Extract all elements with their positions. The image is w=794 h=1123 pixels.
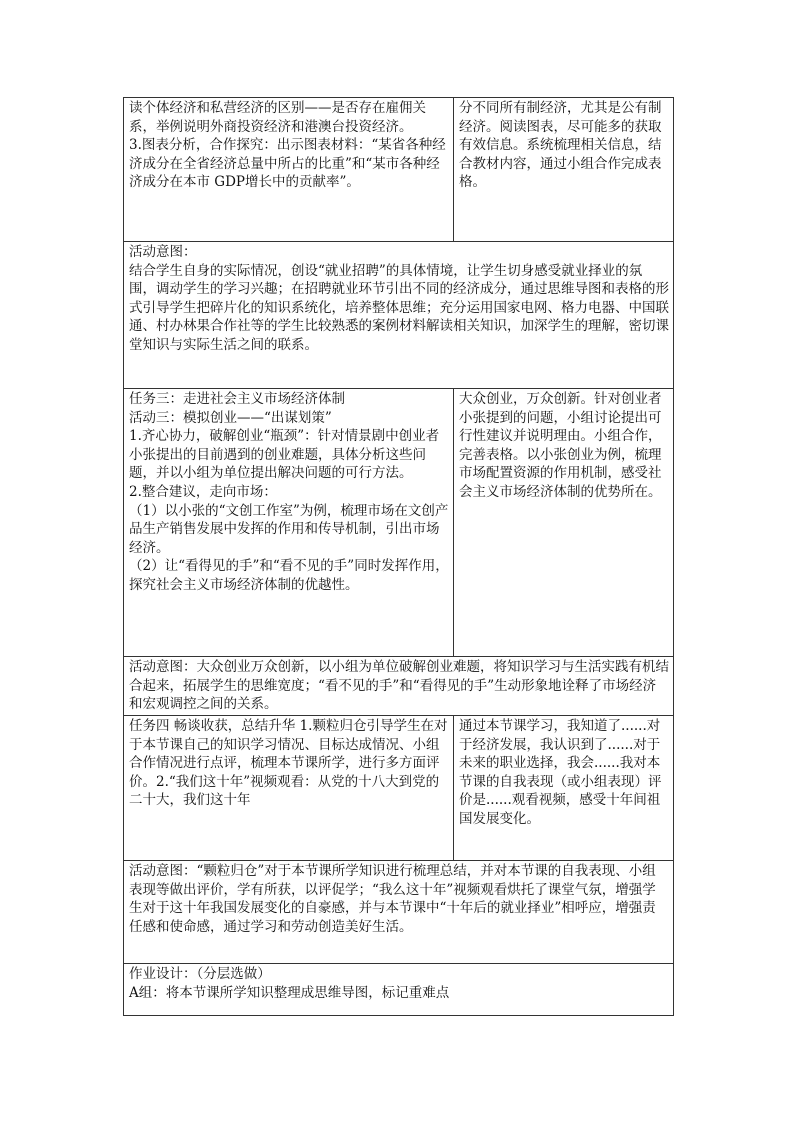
intent-title: 活动意图： xyxy=(129,244,197,260)
intent-cell xyxy=(124,657,674,716)
table-row xyxy=(124,716,674,861)
intent-cell xyxy=(124,242,674,389)
table-row xyxy=(124,861,674,964)
task-title: 任务三：走进社会主义市场经济体制 xyxy=(129,391,345,407)
cell-paragraph: （2）让“看得见的手”和“看不见的手”同时发挥作用，探究社会主义市场经济体制的优越性。 xyxy=(129,558,449,593)
cell-paragraph: 通过本节课学习，我知道了......对于经济发展，我认识到了......对于未来的职业选择，我会......我对本节课的自我表现（或小组表现）评价是......观看视频，感受十年间祖国发展变化。 xyxy=(459,718,662,827)
table-row xyxy=(124,98,674,242)
table-row xyxy=(124,657,674,716)
table-row xyxy=(124,964,674,1016)
cell-paragraph: 3.图表分析，合作探究：出示图表材料：“某省各种经济成分在全省经济总量中所占的比重”和“某市各种经济成分在本市 GDP增长中的贡献率”。 xyxy=(129,137,446,191)
cell-paragraph: （1）以小张的“文创工作室”为例，梳理市场在文创产品生产销售发展中发挥的作用和传导机制，引出市场经济。 xyxy=(129,502,449,556)
intent-body: 活动意图：“颗粒归仓”对于本节课所学知识进行梳理总结，并对本节课的自我表现、小组表现等做出评价，学有所获，以评促学；“我么这十年”视频观看烘托了课堂气氛，增强学生对于这十年我国发展变化的自豪感，并与本节课中“十年后的就业择业”相呼应，增强责任感和使命感，通过学习和劳动创造美好生活。 xyxy=(129,863,656,935)
homework-title: 作业设计：（分层选做） xyxy=(129,966,271,982)
intent-body: 结合学生自身的实际情况，创设“就业招聘”的具体情境，让学生切身感受就业择业的氛围，调动学生的学习兴趣；在招聘就业环节引出不同的经济成分，通过思维导图和表格的形式引导学生把碎片化的知识系统化，培养整体思维；充分运用国家电网、格力电器、中国联通、村办林果合作社等的学生比较熟悉的案例材料解读相关知识，加深学生的理解，密切课堂知识与实际生活之间的联系。 xyxy=(129,262,669,353)
activity-cell xyxy=(124,716,454,861)
homework-group-a: A组：将本节课所学知识整理成思维导图，标记重难点 xyxy=(129,984,450,1001)
homework-cell xyxy=(124,964,674,1016)
intent-body: 活动意图：大众创业万众创新，以小组为单位破解创业难题，将知识学习与生活实践有机结合起来，拓展学生的思维宽度；“看不见的手”和“看得见的手”生动形象地诠释了市场经济和宏观调控之间的关系。 xyxy=(129,659,669,713)
activity-cell xyxy=(124,389,454,657)
intent-cell xyxy=(124,861,674,964)
cell-paragraph: 大众创业，万众创新。针对创业者小张提到的问题，小组讨论提出可行性建议并说明理由。小组合作，完善表格。以小张创业为例，梳理市场配置资源的作用机制，感受社会主义市场经济体制的优势所在。 xyxy=(459,391,662,500)
table-row xyxy=(124,242,674,389)
activity-title: 活动三：模拟创业——“出谋划策” xyxy=(129,409,332,426)
lesson-plan-table xyxy=(123,97,674,1016)
cell-paragraph: 2.整合建议，走向市场： xyxy=(129,483,277,500)
cell-paragraph: 任务四 畅谈收获，总结升华 1.颗粒归仓引导学生在对于本节课自己的知识学习情况、目标达成情况、小组合作情况进行点评，梳理本节课所学，进行多方面评价。2.“我们这十年”视频观看：从党的十八大到党的二十大，我们这十年 xyxy=(129,718,448,809)
cell-paragraph: 分不同所有制经济，尤其是公有制经济。阅读图表，尽可能多的获取有效信息。系统梳理相关信息，结合教材内容，通过小组合作完成表格。 xyxy=(459,100,662,191)
cell-paragraph: 1.齐心协力，破解创业“瓶颈”：针对情景剧中创业者小张提出的目前遇到的创业难题，具体分析这些问题，并以小组为单位提出解决问题的可行方法。 xyxy=(129,428,440,482)
student-activity-cell xyxy=(454,716,674,861)
cell-paragraph: 读个体经济和私营经济的区别——是否存在雇佣关系，举例说明外商投资经济和港澳台投资经济。 xyxy=(129,100,426,135)
table-row xyxy=(124,389,674,657)
student-activity-cell xyxy=(454,98,674,242)
student-activity-cell xyxy=(454,389,674,657)
activity-cell xyxy=(124,98,454,242)
